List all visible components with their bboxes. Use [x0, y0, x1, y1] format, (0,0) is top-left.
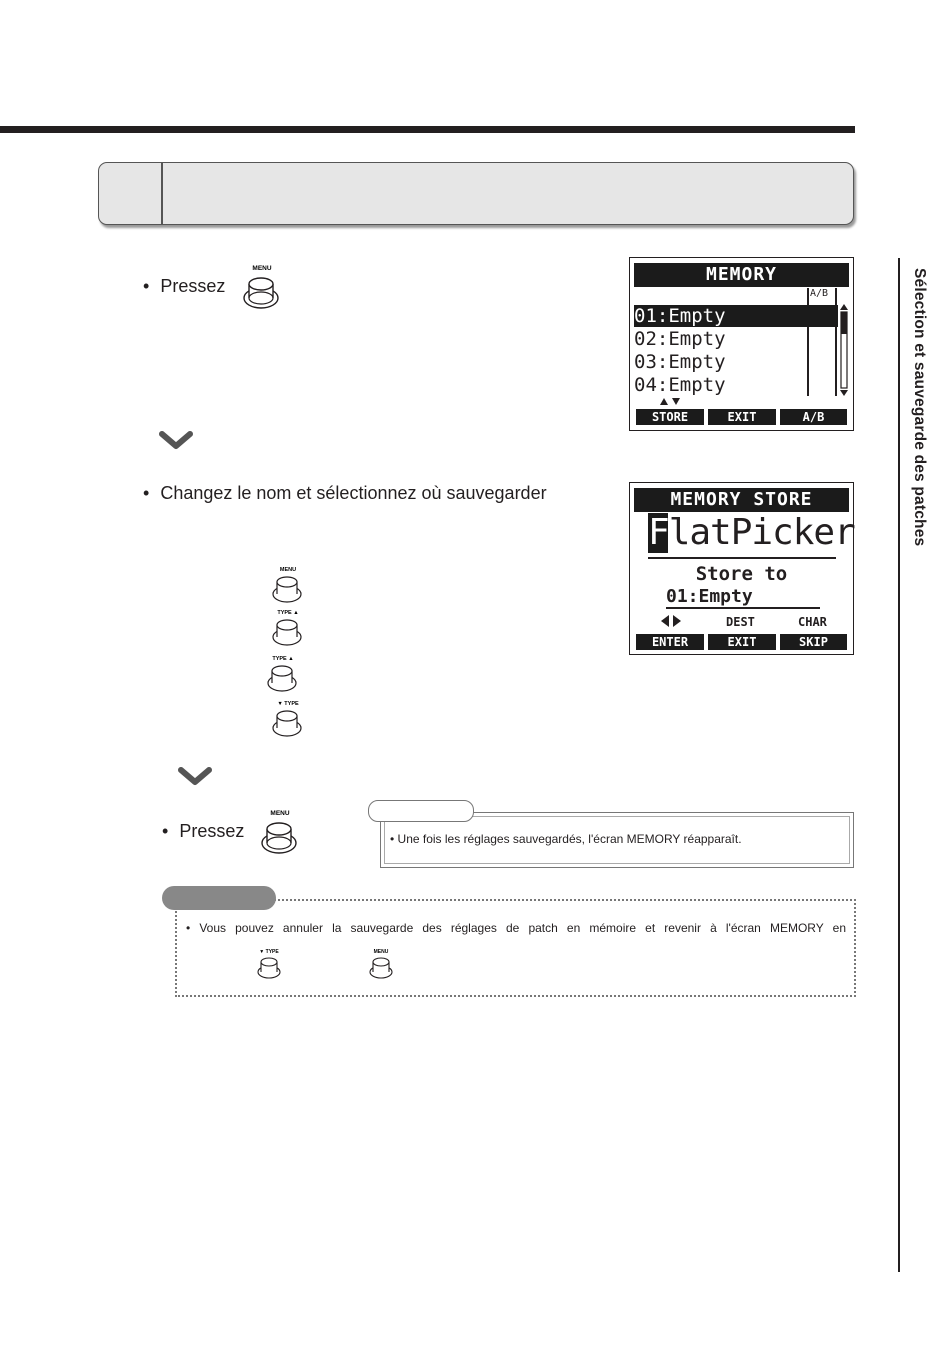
memory-row-1: 01:Empty — [634, 305, 838, 327]
menu-button-icon — [240, 262, 284, 312]
menu-button-label: MENU — [252, 265, 272, 272]
hint-text: • Vous pouvez annuler la sauvegarde des réglages de patch en mémoire et revenir à l'écran MEMORY en — [186, 921, 846, 935]
step1-text: Pressez — [160, 276, 226, 296]
softkey-skip: SKIP — [780, 634, 847, 650]
memory-page-arrows — [658, 398, 688, 406]
step2-bullet: • — [143, 483, 150, 503]
memory-column-header: A/B — [810, 288, 829, 299]
step3-button-label: MENU — [270, 810, 290, 817]
menu-button-icon — [258, 807, 302, 857]
type-down-button-icon — [254, 947, 284, 981]
sidebar-rule — [898, 258, 900, 1272]
softkey-ab: A/B — [780, 409, 847, 425]
step2-text: Changez le nom et sélectionnez où sauvegarder — [160, 483, 547, 503]
step2-button-label-1: MENU — [279, 567, 297, 573]
step2-instruction — [143, 483, 547, 504]
dest-label: DEST — [726, 615, 755, 629]
patch-name-first-char: F — [648, 512, 669, 553]
left-right-arrows-icon — [660, 614, 682, 628]
step3-instruction — [162, 821, 244, 842]
memory-row-3: 03:Empty — [634, 351, 726, 373]
softkey-store: STORE — [636, 409, 704, 425]
step2-button-label-4: ▼ TYPE — [277, 701, 299, 707]
store-to-label: Store to — [695, 563, 788, 585]
memory-store-screen — [629, 482, 854, 655]
step2-button-label-2: TYPE ▲ — [277, 610, 299, 616]
memory-row-2: 02:Empty — [634, 328, 726, 350]
step1-bullet: • — [143, 276, 150, 296]
memory-row-4: 04:Empty — [634, 374, 726, 396]
step-header-bar — [98, 162, 854, 225]
memory-store-title: MEMORY STORE — [634, 488, 849, 512]
patch-name-underline — [648, 557, 836, 559]
memory-screen — [629, 257, 854, 431]
step1-instruction — [143, 276, 225, 297]
hint-tab — [162, 886, 276, 910]
chevron-down-icon — [175, 766, 215, 788]
hint-button-label-2: MENU — [373, 949, 389, 955]
softkey-enter: ENTER — [636, 634, 704, 650]
memory-screen-title: MEMORY — [634, 263, 849, 287]
step3-text: Pressez — [179, 821, 245, 841]
memory-scrollbar — [838, 304, 850, 396]
type-up-button-icon — [270, 608, 306, 648]
top-rule — [0, 126, 855, 133]
char-label: CHAR — [798, 615, 827, 629]
hint-button-label-1: ▼ TYPE — [259, 949, 279, 955]
patch-name — [648, 511, 855, 555]
step2-button-label-3: TYPE ▲ — [272, 656, 294, 662]
type-down-button-icon — [270, 699, 306, 739]
softkey-exit: EXIT — [708, 634, 776, 650]
type-up-button-icon — [265, 654, 301, 694]
softkey-exit: EXIT — [708, 409, 776, 425]
sidebar-title: Sélection et sauvegarde des patches — [911, 268, 928, 547]
menu-button-icon — [366, 947, 396, 981]
chevron-down-icon — [156, 430, 196, 452]
menu-button-icon — [270, 565, 306, 605]
step3-bullet: • — [162, 821, 169, 841]
note-text: • Une fois les réglages sauvegardés, l'écran MEMORY réapparaît. — [390, 832, 742, 846]
note-tab — [368, 800, 474, 822]
store-destination: 01:Empty — [666, 586, 753, 607]
destination-underline — [666, 607, 820, 609]
patch-name-rest: latPicker — [668, 512, 855, 553]
